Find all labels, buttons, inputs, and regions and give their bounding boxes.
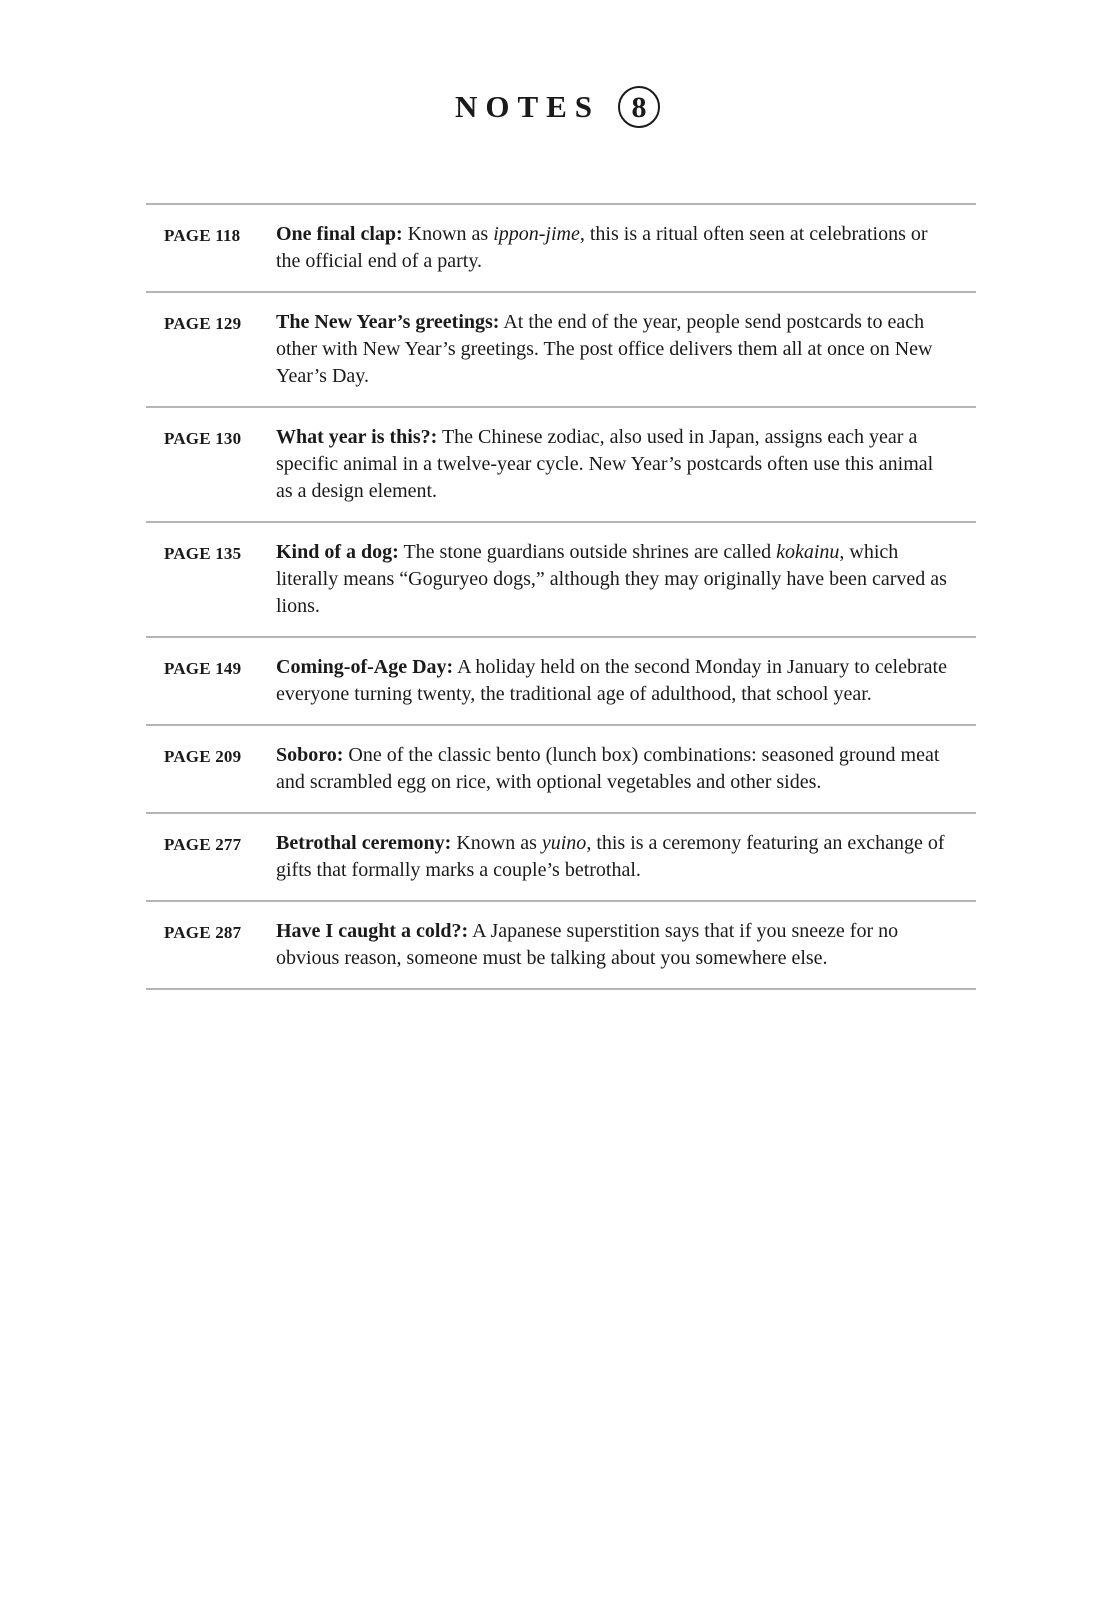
note-text [276, 654, 976, 708]
note-text [276, 309, 976, 390]
note-page-reference: PAGE 118 [164, 226, 241, 245]
note-page-reference: PAGE 277 [164, 835, 242, 854]
note-term: Betrothal ceremony: [276, 832, 452, 854]
note-text [276, 918, 976, 972]
note-term: What year is this?: [276, 426, 438, 448]
note-foreign-term: yuino [541, 832, 587, 854]
note-text [276, 539, 976, 620]
note-term: Coming-of-Age Day: [276, 656, 454, 678]
note-row [146, 205, 976, 293]
page-title: NOTES [454, 89, 601, 124]
note-foreign-term: kokainu [776, 541, 840, 563]
note-description: At the end of the year, people send postcards to each other with New Year’s greetings. The post office delivers them all at once on New Year’s Day. [276, 311, 933, 387]
note-page-reference: PAGE 209 [164, 747, 242, 766]
note-row [146, 814, 976, 902]
note-page-reference: PAGE 129 [164, 314, 242, 333]
notes-table [146, 203, 976, 990]
note-term: One final clap: [276, 223, 403, 245]
note-row [146, 638, 976, 726]
note-term: Have I caught a cold?: [276, 920, 469, 942]
note-text [276, 742, 976, 796]
note-row [146, 902, 976, 990]
note-row [146, 408, 976, 523]
chapter-number-badge: 8 [618, 86, 660, 128]
note-description: The stone guardians outside shrines are called [398, 541, 777, 563]
note-row [146, 293, 976, 408]
note-description: The Chinese zodiac, also used in Japan, assigns each year a specific animal in a twelve-year cycle. New Year’s postcards often use this animal as a design element. [276, 426, 934, 502]
note-description: , this is a ritual often seen at celebrations or the official end of a party. [276, 223, 928, 272]
note-page-reference: PAGE 287 [164, 923, 242, 942]
note-page-reference: PAGE 149 [164, 659, 242, 678]
note-row [146, 523, 976, 638]
note-page-reference: PAGE 130 [164, 429, 242, 448]
note-term: Kind of a dog: [276, 541, 399, 563]
note-text [276, 424, 976, 505]
note-description: , which literally means “Goguryeo dogs,” although they may originally have been carved as lions. [276, 541, 947, 617]
note-term: Soboro: [276, 744, 344, 766]
note-description: , this is a ceremony featuring an exchange of gifts that formally marks a couple’s betrothal. [276, 832, 945, 881]
note-text [276, 221, 976, 275]
note-description: A holiday held on the second Monday in January to celebrate everyone turning twenty, the traditional age of adulthood, that school year. [276, 656, 947, 705]
note-description: Known as [402, 223, 494, 245]
note-text [276, 830, 976, 884]
note-description: A Japanese superstition says that if you sneeze for no obvious reason, someone must be talking about you somewhere else. [276, 920, 899, 969]
note-page-reference: PAGE 135 [164, 544, 242, 563]
page-header [0, 86, 1115, 128]
note-foreign-term: ippon-jime [493, 223, 580, 245]
note-row [146, 726, 976, 814]
note-description: One of the classic bento (lunch box) combinations: seasoned ground meat and scrambled egg on rice, with optional vegetables and other sides. [276, 744, 940, 793]
note-term: The New Year’s greetings: [276, 311, 500, 333]
note-description: Known as [451, 832, 542, 854]
